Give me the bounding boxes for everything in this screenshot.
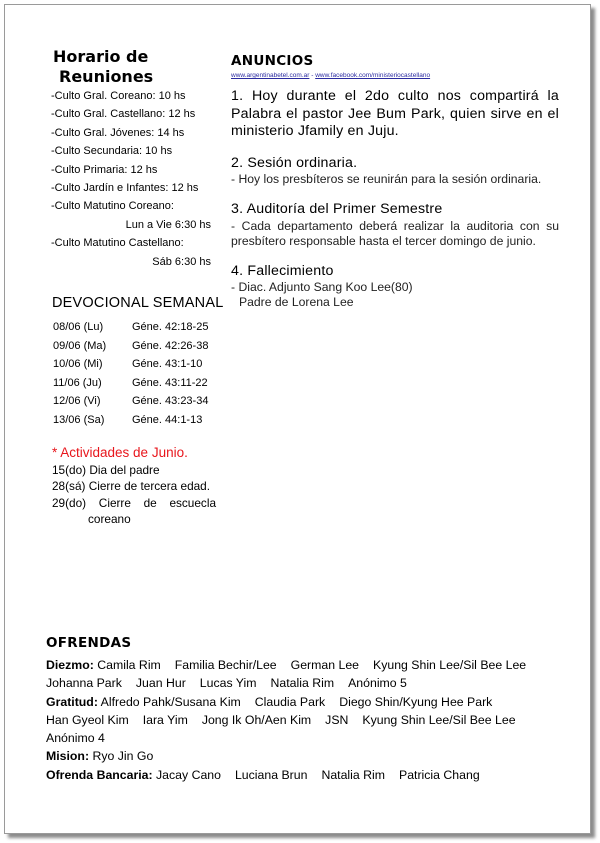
- offering-name: Diego Shin/Kyung Hee Park: [339, 694, 493, 709]
- mision-label: Mision:: [46, 749, 90, 764]
- offering-name: Kyung Shin Lee/Sil Bee Lee: [373, 658, 527, 672]
- offering-name: Anónimo 5: [348, 676, 407, 691]
- offering-name: Jong Ik Oh/Aen Kim: [201, 712, 312, 727]
- devotional-verse: Géne. 43:1-10: [132, 358, 203, 370]
- devotional-row: [53, 318, 218, 337]
- announcement-1: 1. Hoy durante el 2do culto nos compartirá la Palabra el pastor Jee Bum Park, quien sirve en el ministerio Jfamily en Juju.: [231, 88, 559, 139]
- bancaria-label: Ofrenda Bancaria:: [46, 767, 153, 782]
- activity-item: 29(do) Cierre de escuecla coreano: [52, 495, 216, 526]
- offerings-list: [46, 656, 566, 784]
- offering-name: Johanna Park: [46, 676, 122, 691]
- offering-diezmo: [46, 656, 566, 693]
- devotional-row: [53, 355, 218, 374]
- devotional-date: 12/06 (Vi): [53, 395, 101, 407]
- devotional-row: [53, 337, 218, 356]
- devotional-date: 11/06 (Ju): [53, 376, 102, 389]
- announcement-3-heading: 3. Auditoría del Primer Semestre: [231, 201, 443, 217]
- offering-name: Natalia Rim: [321, 767, 385, 782]
- announcement-4-body-line2: Padre de Lorena Lee: [239, 295, 354, 309]
- offering-name: Luciana Brun: [234, 767, 308, 782]
- website-link[interactable]: www.argentinabetel.com.ar: [231, 72, 310, 79]
- offering-name: Lucas Yim: [199, 676, 257, 691]
- activity-item: 28(sá) Cierre de tercera edad.: [52, 479, 211, 494]
- schedule-title-line2: Reuniones: [59, 67, 154, 86]
- announcement-3-body: - Cada departamento deberá realizar la auditoria con su presbítero responsable hasta el tercer domingo de junio.: [231, 218, 559, 248]
- offering-name: Iara Yim: [142, 712, 188, 727]
- offering-name: Camila Rim: [97, 658, 161, 672]
- offerings-title: OFRENDAS: [46, 635, 132, 651]
- devotional-date: 10/06 (Mi): [53, 358, 103, 370]
- schedule-item: -Culto Gral. Castellano: 12 hs: [51, 108, 196, 121]
- offering-name: Ryo Jin Go: [92, 749, 154, 764]
- devotional-verse: Géne. 43:11-22: [132, 376, 208, 389]
- announcement-4-heading: 4. Fallecimiento: [231, 262, 334, 279]
- activities-list: [52, 462, 216, 527]
- devotional-verse: Géne. 43:23-34: [132, 395, 209, 407]
- devotional-title: DEVOCIONAL SEMANAL: [52, 295, 224, 311]
- offering-name: JSN: [325, 712, 349, 727]
- offering-mision: [46, 747, 566, 765]
- announcement-2-body: - Hoy los presbíteros se reunirán para la sesión ordinaria.: [231, 172, 542, 186]
- offering-name: Familia Bechir/Lee: [174, 658, 277, 672]
- offering-name: Han Gyeol Kim: [46, 712, 129, 727]
- devotional-date: 13/06 (Sa): [53, 413, 105, 426]
- offering-name: Kyung Shin Lee/Sil Bee Lee: [362, 712, 516, 727]
- schedule-item: -Culto Gral. Coreano: 10 hs: [51, 90, 186, 102]
- gratitud-label: Gratitud:: [46, 694, 98, 709]
- offering-name: Anónimo 4: [46, 731, 105, 746]
- devotional-verse: Géne. 42:26-38: [132, 339, 209, 352]
- facebook-link[interactable]: www.facebook.com/ministeriocastellano: [315, 72, 431, 79]
- devotional-list: [53, 318, 218, 429]
- offering-bancaria: [46, 766, 566, 784]
- announcement-2-heading: 2. Sesión ordinaria.: [231, 154, 358, 171]
- announcement-4-body-line1: - Diac. Adjunto Sang Koo Lee(80): [231, 280, 413, 294]
- schedule-item: -Culto Matutino Coreano:: [51, 200, 174, 213]
- announcements-list: [231, 88, 559, 310]
- offering-name: Patricia Chang: [399, 767, 480, 782]
- offering-name: Juan Hur: [135, 676, 186, 691]
- schedule-list: [51, 87, 214, 271]
- devotional-row: [53, 374, 218, 393]
- activities-title: * Actividades de Junio.: [52, 445, 188, 460]
- schedule-item: Lun a Vie 6:30 hs: [125, 218, 211, 231]
- activity-item: 15(do) Dia del padre: [52, 463, 160, 477]
- devotional-verse: Géne. 42:18-25: [132, 321, 209, 333]
- devotional-row: [53, 411, 218, 430]
- offering-name: Alfredo Pahk/Susana Kim: [100, 694, 241, 709]
- schedule-item: -Culto Matutino Castellano:: [51, 237, 184, 250]
- offering-gratitud: [46, 693, 566, 748]
- offering-name: Jacay Cano: [156, 767, 221, 782]
- devotional-verse: Géne. 44:1-13: [132, 413, 203, 426]
- schedule-item: -Culto Primaria: 12 hs: [51, 163, 158, 176]
- schedule-item: -Culto Gral. Jóvenes: 14 hs: [51, 126, 185, 139]
- devotional-date: 09/06 (Ma): [53, 339, 107, 352]
- announcements-title: ANUNCIOS: [231, 53, 314, 69]
- schedule-item: Sáb 6:30 hs: [152, 255, 211, 268]
- schedule-title: [53, 47, 163, 87]
- link-separator: -: [309, 72, 316, 79]
- schedule-title-line1: Horario de: [53, 47, 149, 66]
- schedule-item: -Culto Jardín e Infantes: 12 hs: [51, 182, 199, 195]
- devotional-row: [53, 392, 218, 411]
- offering-name: German Lee: [290, 658, 359, 672]
- offering-name: Claudia Park: [254, 694, 326, 709]
- offering-name: Natalia Rim: [270, 676, 335, 691]
- diezmo-label: Diezmo:: [46, 658, 94, 672]
- announcement-links: [231, 72, 430, 79]
- devotional-date: 08/06 (Lu): [53, 321, 104, 333]
- schedule-item: -Culto Secundaria: 10 hs: [51, 145, 173, 158]
